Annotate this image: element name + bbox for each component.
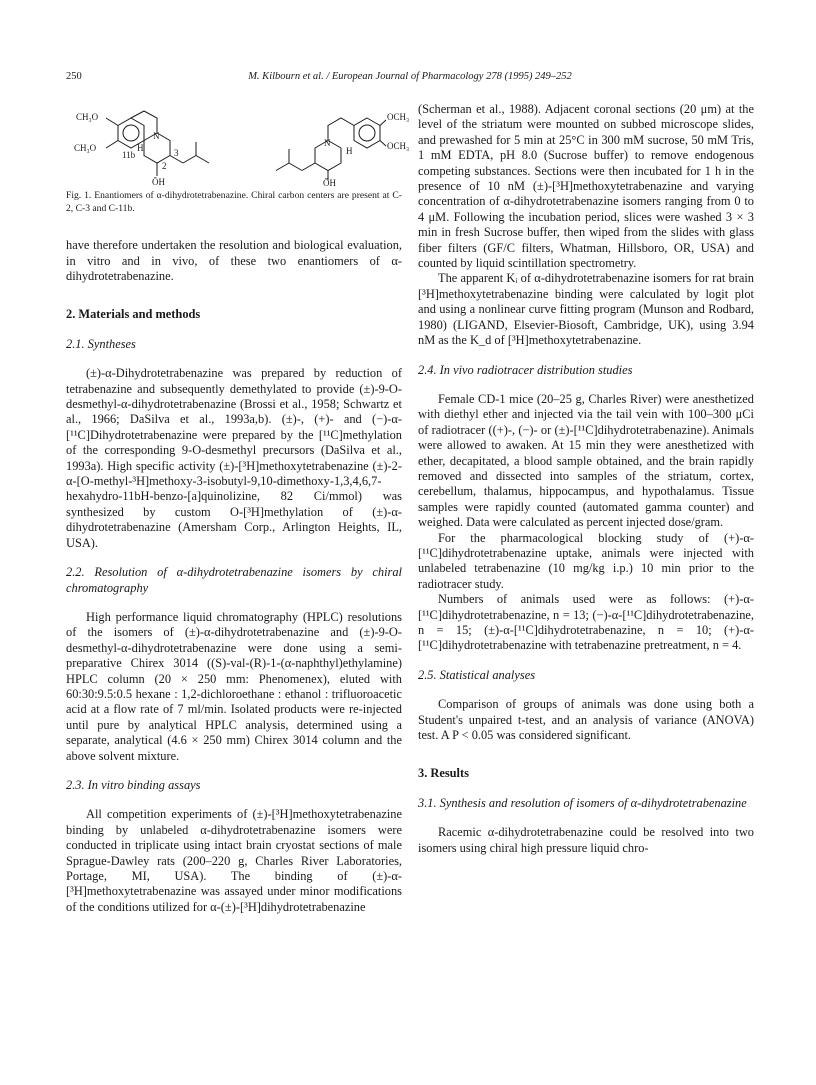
section-2-heading: 2. Materials and methods <box>66 307 201 322</box>
subsection-2-5-heading: 2.5. Statistical analyses <box>418 667 536 682</box>
fig-label-h-left: H <box>137 143 144 153</box>
subsection-2-3-heading: 2.3. In vitro binding assays <box>66 777 201 792</box>
figure-1-caption: Fig. 1. Enantiomers of α-dihydrotetrabenazine. Chiral carbon centers are present at C-2, C-3 and C-11b. <box>66 190 402 214</box>
paragraph-2-4-animals: Numbers of animals used were as follows: (+)-α-[¹¹C]dihydrotetrabenazine, n = 13; (−)-α-[¹¹C]dihydrotetrabenazine, n = 15; (±)-α-[¹¹C]dihydrotetrabenazine, n = 10; (+)-α-[¹¹C]dihydrotetrabenazine with tetrabenazine pretreatment, n = 4. <box>418 592 754 653</box>
left-column <box>66 102 410 915</box>
paragraph-2-1: (±)-α-Dihydrotetrabenazine was prepared by reduction of tetrabenazine and subsequently demethylated to provide (±)-9-O-desmethyl-α-dihydrotetrabenazine (Brossi et al., 1958; Schwartz et al., 1966; DaSilva et al., 1993a,b). (±)-, (+)- and (−)-α-[¹¹C]Dihydrotetrabenazine were prepared by the [¹¹C]methylation of the corresponding 9-O-desmethyl precursors (DaSilva et al., 1993a). High specific activity (±)-[³H]methoxytetrabenazine (±)-2-α-[O-methyl-³H]methoxy-3-isobutyl-9,10-dimethoxy-1,3,4,6,7-hexahydro-11bH-benzo-[a]quinolizine, 82 Ci/mmol) was synthesized by custom O-[³H]methylation of (±)-α-dihydrotetrabenazine (Amersham Corp., Arlington Heights, IL, USA). <box>66 366 402 550</box>
fig-label-n-left: N <box>153 131 160 141</box>
intro-paragraph-end: have therefore undertaken the resolution and biological evaluation, in vitro and in vivo, of these two enantiomers of α-dihydrotetrabenazine. <box>66 238 402 283</box>
subsection-2-4-heading: 2.4. In vivo radiotracer distribution studies <box>418 362 633 377</box>
fig-label-oh-left: ŌH <box>152 177 165 187</box>
paragraph-2-2: High performance liquid chromatography (HPLC) resolutions of the isomers of (±)-α-dihydrotetrabenazine and (±)-9-O-desmethyl-α-dihydrotetrabenazine were done using a semi-preparative Chirex 3014 ((S)-val-(R)-1-(α-naphthyl)ethylamine) HPLC column (20 × 250 mm: Phenomenex), eluted with 60:30:9.5:0.5 hexane : 1,2-dichloroethane : ethanol : trifluoroacetic acid at a flow rate of 7 ml/min. Isolated products were re-injected until pure by analytical HPLC analysis, determined using a separate, analytical (4.6 × 250 mm) Chirex 3014 column and the above solvent mixture. <box>66 609 402 763</box>
fig-label-oh-right: ŌH <box>323 178 336 188</box>
right-column <box>418 102 754 856</box>
fig-label-c2: 2 <box>162 161 167 171</box>
fig-label-n-right: N <box>324 138 331 148</box>
section-3-heading: 3. Results <box>418 766 469 781</box>
fig-label-h-right: H <box>346 146 353 156</box>
fig-label-right-methoxy-bottom: OCH₃ <box>387 141 410 151</box>
fig-label-left-methoxy-bottom: CH₃O <box>74 143 97 153</box>
paragraph-2-5: Comparison of groups of animals was done using both a Student's unpaired t-test, and an analysis of variance (ANOVA) test. A P < 0.05 was considered significant. <box>418 697 754 743</box>
subsection-2-2-heading: 2.2. Resolution of α-dihydrotetrabenazine isomers by chiral chromatography <box>66 565 402 595</box>
paragraph-2-3: All competition experiments of (±)-[³H]methoxytetrabenazine binding by unlabeled α-dihydrotetrabenazine isomers were conducted in triplicate using intact brain cryostat sections of male Sprague-Dawley rats (200–220 g, Charles River Laboratories, Portage, MI, USA). The binding of (±)-α-[³H]methoxytetrabenazine was assayed under minor modifications of the conditions utilized for α-(±)-[³H]dihydrotetrabenazine <box>66 807 402 914</box>
running-title: M. Kilbourn et al. / European Journal of Pharmacology 278 (1995) 249–252 <box>248 71 572 82</box>
figure-1-structures <box>66 102 410 188</box>
subsection-2-1-heading: 2.1. Syntheses <box>66 336 136 351</box>
paragraph-3-1: Racemic α-dihydrotetrabenazine could be resolved into two isomers using chiral high pressure liquid chro- <box>418 825 754 855</box>
paragraph-2-3-ki: The apparent Kᵢ of α-dihydrotetrabenazine isomers for rat brain [³H]methoxytetrabenazine binding were calculated by logit plot and using a nonlinear curve fitting program (Munson and Rodbard, 1980) (LIGAND, Elsevier-Biosoft, Cambridge, UK), using 3.94 nM as the K_d of [³H]methoxytetrabenazine. <box>418 271 754 348</box>
paragraph-2-4: Female CD-1 mice (20–25 g, Charles River) were anesthetized with diethyl ether and injected via the tail vein with 100–300 μCi of radiotracer ((+)-, (−)- or (±)-[¹¹C]dihydrotetrabenazine). Animals were allowed to awaken. At 15 min they were anesthetized with ether, decapitated, a blood sample obtained, and the brain rapidly removed and dissected into samples of the striatum, cortex, cerebellum, thalamus, hippocampus, and hypothalamus. Tissue samples were rapidly counted (automated gamma counter) and weighed. Data were calculated as percent injected dose/gram. <box>418 391 754 530</box>
running-header <box>66 71 754 87</box>
paragraph-2-3-continued: (Scherman et al., 1988). Adjacent coronal sections (20 μm) at the level of the striatum were mounted on subbed microscope slides, and prewashed for 5 min at 25°C in 300 mM sucrose, 50 mM Tris, 1 mM EDTA, pH 8.0 (Sucrose buffer) to remove endogenous competing substances. Sections were then incubated for 1 h in the presence of 10 nM (±)-[³H]methoxytetrabenazine and varying concentration of α-dihydrotetrabenazine isomers ranging from 0 to 4 μM. Following the incubation period, slices were washed 3 × 3 min in fresh Sucrose buffer, then wiped from the slides with glass fiber filters (GF/C filters, Whatman, Hillsboro, OR, USA) and counted by liquid scintillation spectrometry. <box>418 102 754 271</box>
subsection-3-1-heading: 3.1. Synthesis and resolution of isomers of α-dihydrotetrabenazine <box>418 795 747 810</box>
fig-label-c3: 3 <box>174 148 179 158</box>
fig-label-right-methoxy-top: OCH₃ <box>387 112 410 122</box>
fig-label-c11b: 11b <box>122 150 136 160</box>
paragraph-2-4-blocking: For the pharmacological blocking study of (+)-α-[¹¹C]dihydrotetrabenazine uptake, animals were injected with unlabeled tetrabenazine (10 mg/kg i.p.) 10 min prior to the radiotracer study. <box>418 530 754 591</box>
fig-label-left-methoxy-top: CH₃O <box>76 112 99 122</box>
chemical-structure-drawing <box>66 102 410 188</box>
page-number: 250 <box>66 71 82 82</box>
